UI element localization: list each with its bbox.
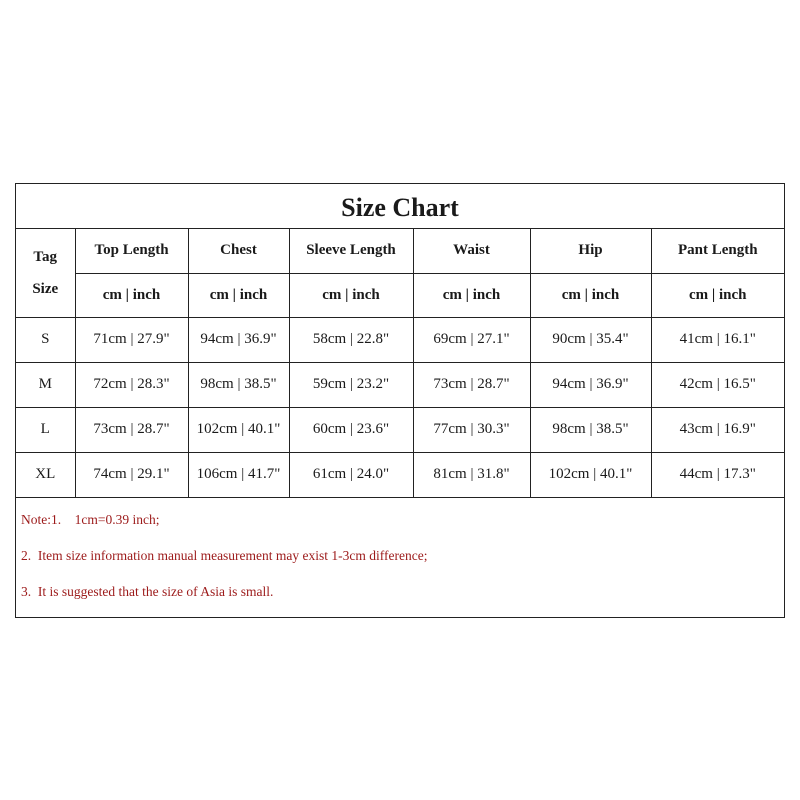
note-2: 2. Item size information manual measurement may exist 1-3cm difference; xyxy=(21,548,428,563)
table-cell: 41cm | 16.1" xyxy=(651,317,784,362)
table-cell: 106cm | 41.7" xyxy=(188,452,289,497)
header-row xyxy=(16,229,784,273)
notes-section xyxy=(16,497,784,617)
column-header: Chest xyxy=(188,229,289,273)
table-cell: 44cm | 17.3" xyxy=(651,452,784,497)
size-cell: XL xyxy=(16,452,75,497)
table-cell: 90cm | 35.4" xyxy=(530,317,651,362)
table-cell: 69cm | 27.1" xyxy=(413,317,530,362)
table-row xyxy=(16,452,784,497)
table-cell: 102cm | 40.1" xyxy=(188,407,289,452)
table-cell: 59cm | 23.2" xyxy=(289,362,413,407)
unit-label: cm | inch xyxy=(651,273,784,317)
size-cell: S xyxy=(16,317,75,362)
column-header: Top Length xyxy=(75,229,188,273)
table-cell: 98cm | 38.5" xyxy=(530,407,651,452)
chart-title: Size Chart xyxy=(16,184,784,229)
size-chart xyxy=(15,183,785,618)
table-cell: 77cm | 30.3" xyxy=(413,407,530,452)
column-header: Waist xyxy=(413,229,530,273)
size-label: Size xyxy=(32,280,59,297)
table-cell: 61cm | 24.0" xyxy=(289,452,413,497)
column-header: Hip xyxy=(530,229,651,273)
table-row xyxy=(16,362,784,407)
unit-row xyxy=(16,273,784,317)
note-3: 3. It is suggested that the size of Asia is small. xyxy=(21,584,274,599)
tag-size-header xyxy=(16,229,75,317)
table-cell: 73cm | 28.7" xyxy=(413,362,530,407)
unit-label: cm | inch xyxy=(413,273,530,317)
table-cell: 60cm | 23.6" xyxy=(289,407,413,452)
table-cell: 81cm | 31.8" xyxy=(413,452,530,497)
table-cell: 98cm | 38.5" xyxy=(188,362,289,407)
table-cell: 74cm | 29.1" xyxy=(75,452,188,497)
table-cell: 72cm | 28.3" xyxy=(75,362,188,407)
table-cell: 71cm | 27.9" xyxy=(75,317,188,362)
size-table xyxy=(16,229,784,498)
table-cell: 102cm | 40.1" xyxy=(530,452,651,497)
table-cell: 58cm | 22.8" xyxy=(289,317,413,362)
column-header: Sleeve Length xyxy=(289,229,413,273)
table-cell: 42cm | 16.5" xyxy=(651,362,784,407)
table-row xyxy=(16,317,784,362)
tag-label: Tag xyxy=(33,248,58,265)
size-cell: M xyxy=(16,362,75,407)
unit-label: cm | inch xyxy=(289,273,413,317)
unit-label: cm | inch xyxy=(188,273,289,317)
note-1: Note:1. 1cm=0.39 inch; xyxy=(21,512,160,527)
table-row xyxy=(16,407,784,452)
table-cell: 43cm | 16.9" xyxy=(651,407,784,452)
table-cell: 73cm | 28.7" xyxy=(75,407,188,452)
table-cell: 94cm | 36.9" xyxy=(530,362,651,407)
unit-label: cm | inch xyxy=(75,273,188,317)
size-cell: L xyxy=(16,407,75,452)
table-cell: 94cm | 36.9" xyxy=(188,317,289,362)
column-header: Pant Length xyxy=(651,229,784,273)
unit-label: cm | inch xyxy=(530,273,651,317)
